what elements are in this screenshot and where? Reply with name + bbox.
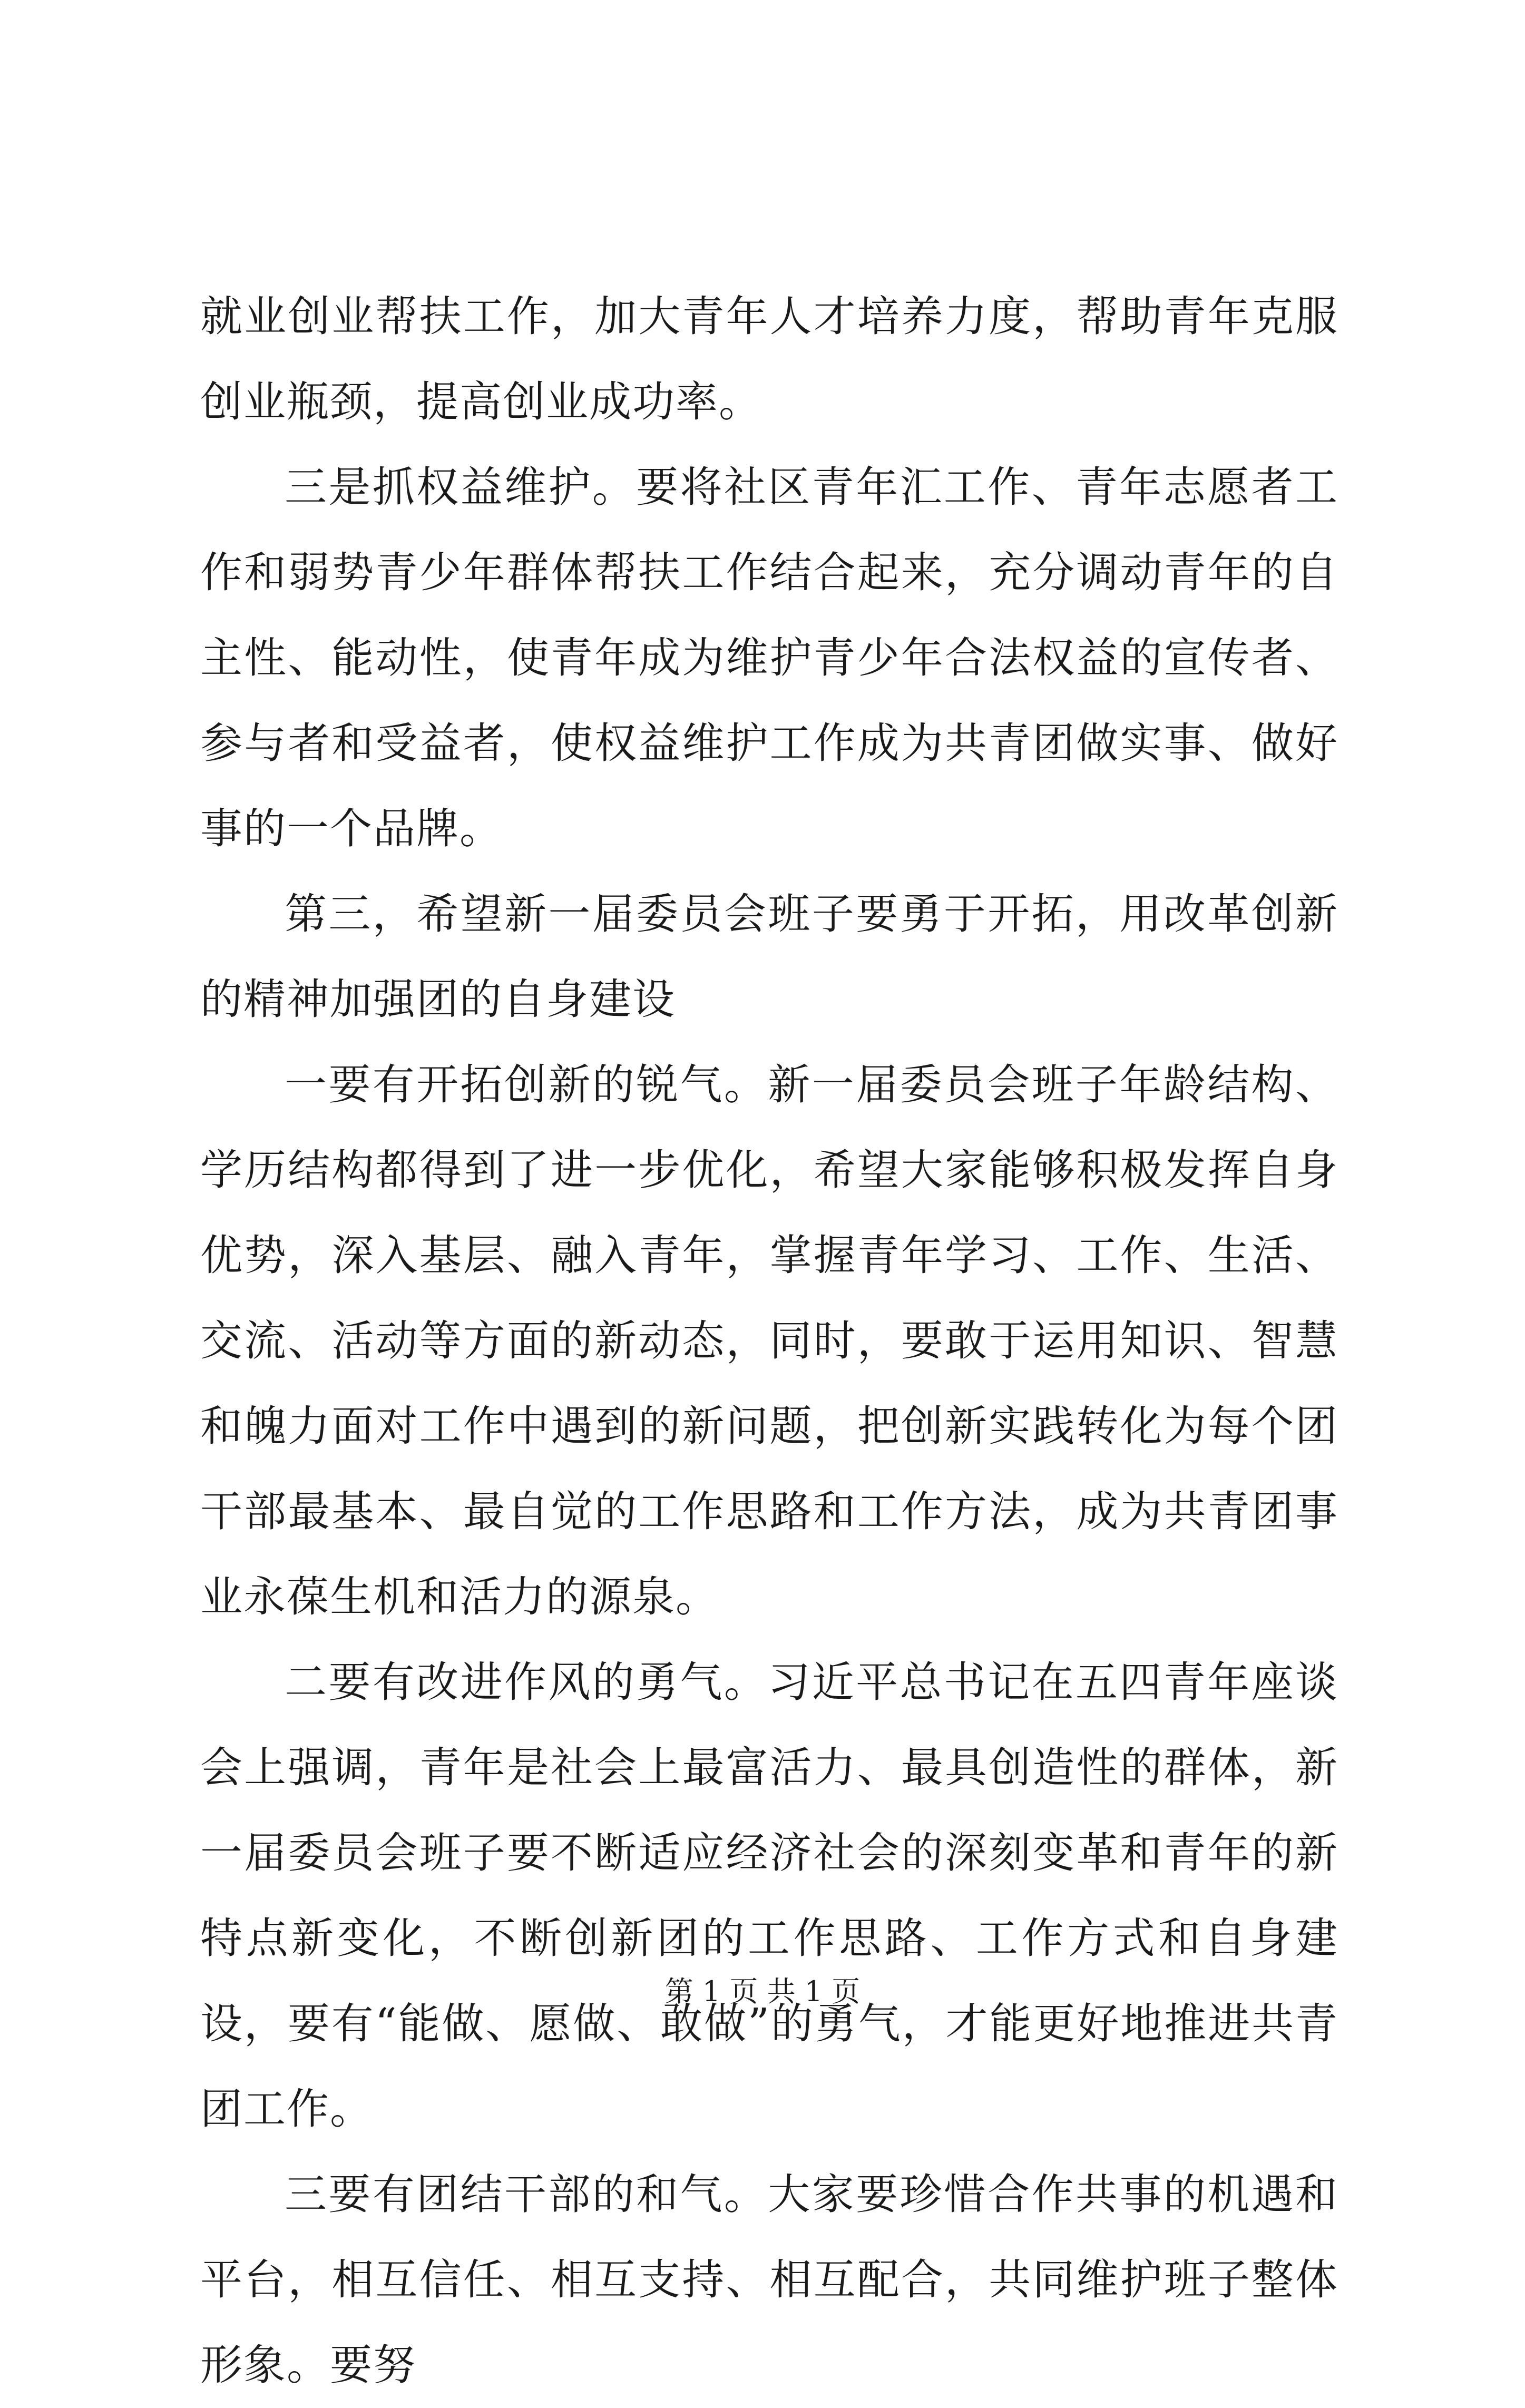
paragraph-4: 一要有开拓创新的锐气。新一届委员会班子年龄结构、学历结构都得到了进一步优化，希望大家能够积极发挥自身优势，深入基层、融入青年，掌握青年学习、工作、生活、交流、活动等方面的新动态，同时，要敢于运用知识、智慧和魄力面对工作中遇到的新问题，把创新实践转化为每个团干部最基本、最自觉的工作思路和工作方法，成为共青团事业永葆生机和活力的源泉。 [200,1060,1338,1621]
paragraph-5: 二要有改进作风的勇气。习近平总书记在五四青年座谈会上强调，青年是社会上最富活力、最具创造性的群体，新一届委员会班子要不断适应经济社会的深刻变革和青年的新特点新变化，不断创新团的工作思路、工作方式和自身建设，要有“能做、愿做、敢做”的勇气，才能更好地推进共青团工作。 [200,1658,1338,2133]
paragraph-1: 就业创业帮扶工作，加大青年人才培养力度，帮助青年克服创业瓶颈，提高创业成功率。 [200,292,1338,426]
page-footer: 第 1 页 共 1 页 [664,1975,861,2008]
paragraph-2: 三是抓权益维护。要将社区青年汇工作、青年志愿者工作和弱势青少年群体帮扶工作结合起来，充分调动青年的自主性、能动性，使青年成为维护青少年合法权益的宣传者、参与者和受益者，使权益维护工作成为共青团做实事、做好事的一个品牌。 [200,463,1338,853]
document-body [200,274,1338,2408]
paragraph-6: 三要有团结干部的和气。大家要珍惜合作共事的机遇和平台，相互信任、相互支持、相互配合，共同维护班子整体形象。要努 [200,2170,1338,2390]
paragraph-3-heading: 第三，希望新一届委员会班子要勇于开拓，用改革创新的精神加强团的自身建设 [200,889,1338,1024]
